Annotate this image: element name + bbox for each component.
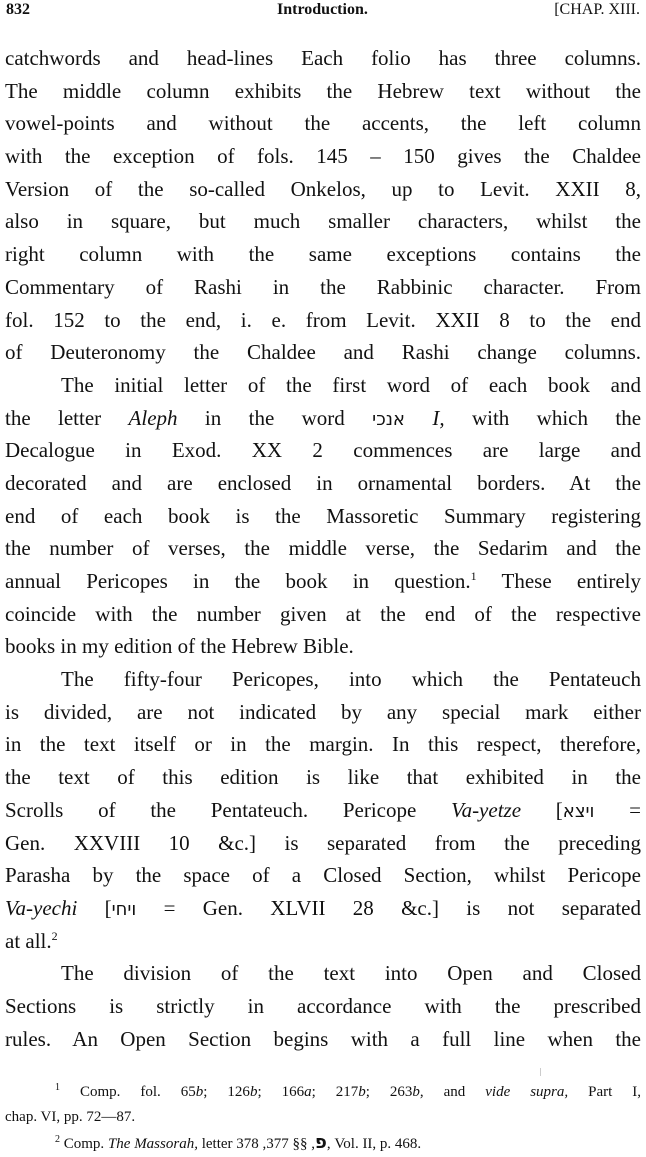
italic-term: Va-yechi bbox=[5, 895, 78, 920]
text-line: vowel-points and without the accents, the left column bbox=[5, 111, 641, 136]
text-run: = Gen. XLVII 28 &c.] is not separated bbox=[136, 895, 641, 920]
footnotes bbox=[5, 1080, 641, 1157]
text-line bbox=[5, 892, 641, 925]
text-line bbox=[5, 925, 641, 958]
page-number: 832 bbox=[6, 1, 30, 18]
hebrew-word: ויחי bbox=[111, 898, 137, 920]
text-line: in the text itself or in the margin. In this respect, therefore, bbox=[5, 732, 641, 757]
text-run: ; 263 bbox=[365, 1084, 413, 1100]
italic-term: vide supra, bbox=[485, 1084, 569, 1100]
italic-letter: b bbox=[195, 1084, 204, 1100]
text-run: Scrolls of the Pentateuch. Pericope bbox=[5, 797, 452, 822]
text-run: Part I, bbox=[568, 1084, 642, 1100]
text-run: , §§ 377, 378, Vol. II, p. 468. bbox=[236, 1136, 422, 1152]
footnote-separator bbox=[540, 1068, 541, 1076]
main-text bbox=[5, 42, 641, 1055]
text-line: Version of the so-called Onkelos, up to Levit. XXII 8, bbox=[5, 176, 641, 201]
hebrew-word: ויצא bbox=[562, 800, 595, 822]
text-run: in the word bbox=[177, 405, 373, 430]
text-line: Decalogue in Exod. XX 2 commences are large and bbox=[5, 438, 641, 463]
footnote-mark: 2 bbox=[55, 1134, 60, 1145]
text-run: annual Pericopes in the book in question. bbox=[5, 569, 471, 593]
text-line: the text of this edition is like that exhibited in the bbox=[5, 765, 641, 790]
text-line: is divided, are not indicated by any special mark either bbox=[5, 699, 641, 724]
text-line: end of each book is the Massoretic Summary registering bbox=[5, 503, 641, 528]
hebrew-word: אנכי bbox=[372, 408, 405, 430]
running-title: Introduction. bbox=[277, 1, 368, 18]
text-run bbox=[405, 406, 432, 430]
text-line: rules. An Open Section begins with a full line when the bbox=[5, 1026, 641, 1051]
text-run: These entirely bbox=[476, 569, 641, 593]
text-line bbox=[5, 794, 641, 827]
text-line: The division of the text into Open and Closed bbox=[61, 961, 641, 986]
text-line: Parasha by the space of a Closed Section, whilst Pericope bbox=[5, 863, 641, 888]
text-line: The middle column exhibits the Hebrew text without the bbox=[5, 78, 641, 103]
text-run: ; 126 bbox=[203, 1084, 250, 1100]
text-line: catchwords and head-lines Each folio has three columns. bbox=[5, 46, 641, 70]
text-line: coincide with the number given at the end of the respective bbox=[5, 601, 641, 626]
footnote-2 bbox=[5, 1130, 641, 1157]
text-run: Comp. bbox=[63, 1136, 108, 1152]
text-line: Commentary of Rashi in the Rabbinic character. From bbox=[5, 274, 641, 299]
text-run: ; 166 bbox=[257, 1084, 305, 1100]
hebrew-letter: פ bbox=[315, 1132, 327, 1153]
text-line: fol. 152 to the end, i. e. from Levit. XXII 8 to the end bbox=[5, 307, 641, 332]
text-run: at all. bbox=[5, 928, 52, 953]
italic-term: The Massorah, bbox=[107, 1136, 198, 1152]
text-run: the letter bbox=[5, 405, 129, 430]
text-run: ; 217 bbox=[311, 1084, 359, 1100]
italic-letter: b bbox=[412, 1084, 420, 1100]
text-line bbox=[5, 402, 641, 435]
text-run: Comp. fol. 65 bbox=[79, 1084, 196, 1100]
italic-term: I, bbox=[432, 405, 445, 430]
italic-term: Va-yetze bbox=[451, 797, 522, 822]
italic-letter: b bbox=[358, 1084, 366, 1100]
text-line: of Deuteronomy the Chaldee and Rashi change columns. bbox=[5, 340, 641, 365]
text-line: also in square, but much smaller characters, whilst the bbox=[5, 209, 641, 234]
footnote-mark: 1 bbox=[55, 1082, 60, 1093]
italic-term: Aleph bbox=[128, 405, 178, 430]
text-run: with which the bbox=[444, 405, 642, 430]
text-line: Gen. XXVIII 10 &c.] is separated from the preceding bbox=[5, 830, 641, 855]
text-run: = bbox=[594, 797, 642, 822]
text-run: , and bbox=[419, 1084, 486, 1100]
text-line: Sections is strictly in accordance with the prescribed bbox=[5, 993, 641, 1018]
text-line: decorated and are enclosed in ornamental borders. At the bbox=[5, 470, 641, 495]
text-line: The fifty-four Pericopes, into which the Pentateuch bbox=[61, 667, 641, 692]
text-line: right column with the same exceptions contains the bbox=[5, 242, 641, 267]
text-line bbox=[5, 565, 641, 598]
text-line: the number of verses, the middle verse, the Sedarim and the bbox=[5, 536, 641, 561]
running-header bbox=[0, 0, 646, 26]
italic-letter: b bbox=[249, 1084, 258, 1100]
footnote-1-continued: chap. VI, pp. 72—87. bbox=[5, 1109, 136, 1125]
text-line: with the exception of fols. 145 – 150 gives the Chaldee bbox=[5, 144, 641, 169]
footnote-ref: 1 bbox=[470, 569, 477, 583]
text-line: The initial letter of the first word of each book and bbox=[61, 372, 641, 397]
chapter-label: [CHAP. XIII. bbox=[554, 1, 640, 18]
footnote-1 bbox=[5, 1080, 641, 1105]
text-run: [ bbox=[521, 797, 563, 822]
text-run: letter bbox=[197, 1136, 237, 1152]
text-run: [ bbox=[77, 895, 112, 920]
text-line: books in my edition of the Hebrew Bible. bbox=[5, 634, 354, 659]
italic-letter: a bbox=[304, 1084, 312, 1100]
footnote-ref: 2 bbox=[51, 928, 58, 943]
